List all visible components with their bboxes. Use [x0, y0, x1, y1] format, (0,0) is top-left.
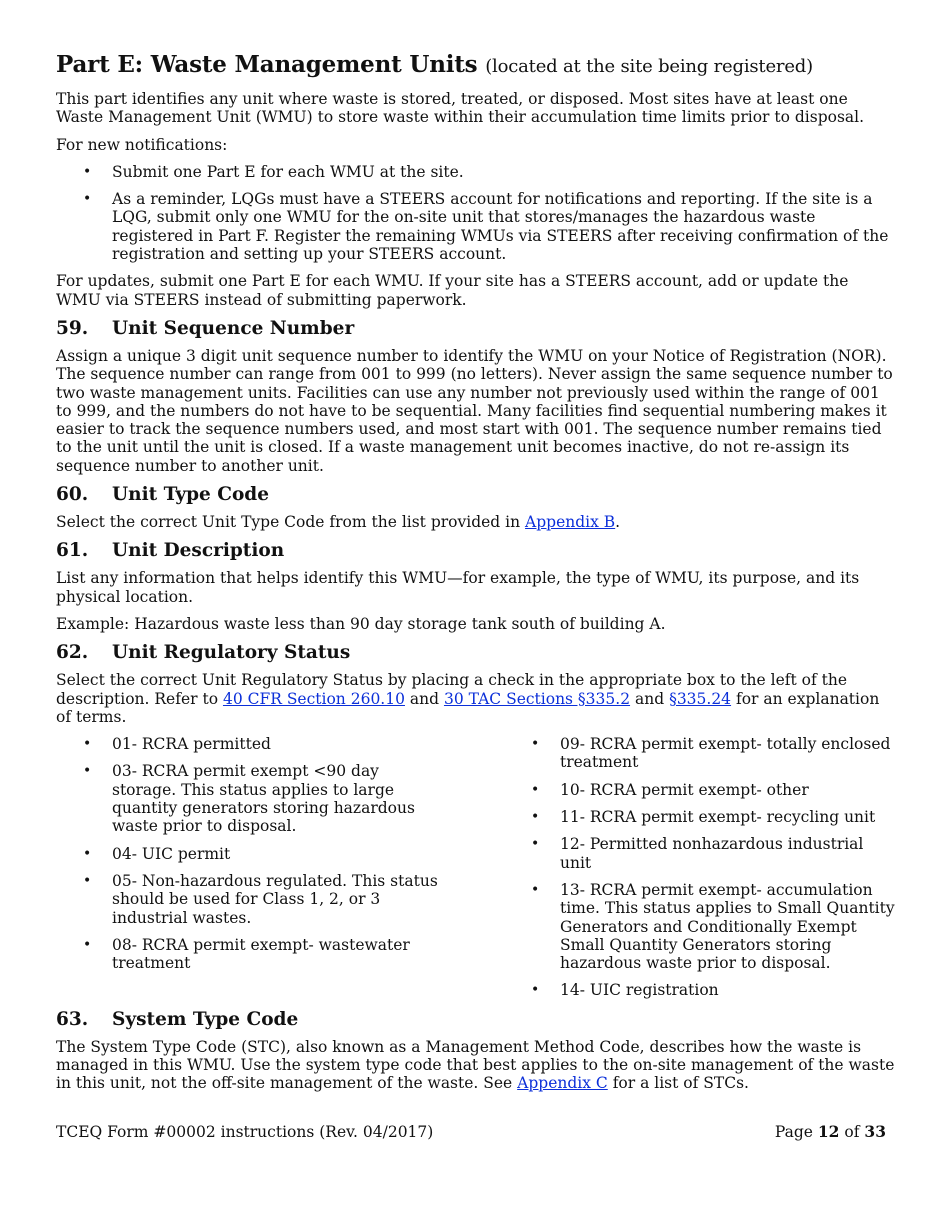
footer-form-id: TCEQ Form #00002 instructions (Rev. 04/2017) — [56, 1123, 434, 1141]
regulatory-status-columns — [56, 735, 896, 1000]
document-page — [56, 50, 896, 1093]
list-item: • 05- Non-hazardous regulated. This status should be used for Class 1, 2, or 3 industrial wastes. — [83, 871, 438, 927]
section-heading-59: 59. Unit Sequence Number — [56, 317, 355, 339]
bullet-icon: • — [531, 881, 540, 898]
title-main: Part E: Waste Management Units — [56, 51, 478, 78]
bullet-icon: • — [83, 936, 92, 953]
bullet-icon: • — [531, 982, 540, 999]
intro-paragraph: This part identifies any unit where waste is stored, treated, or disposed. Most sites have at least one Waste Management Unit (WMU) to store waste within their accumulation time limits prior to disposal. — [56, 90, 865, 127]
bullet-icon: • — [83, 736, 92, 753]
section-61-body: List any information that helps identify this WMU—for example, the type of WMU, its purpose, and its physical location. — [56, 569, 860, 606]
list-item: • 10- RCRA permit exempt- other — [531, 780, 809, 799]
list-item: • 11- RCRA permit exempt- recycling unit — [531, 808, 876, 827]
section-63-body: The System Type Code (STC), also known as a Management Method Code, describes how the waste is managed in this WMU. Use the system type code that best applies to the on-site management of the waste in this unit, not the off-site management of the waste. See Appendix C for a list of STCs. — [56, 1037, 895, 1093]
appendix-c-link[interactable]: Appendix C — [517, 1074, 608, 1093]
tac-335-2-link[interactable]: 30 TAC Sections §335.2 — [443, 689, 631, 708]
list-item: • As a reminder, LQGs must have a STEERS account for notifications and reporting. If the site is a LQG, submit only one WMU for the on-site unit that stores/manages the hazardous waste registered in Part F. Register the remaining WMUs via STEERS after receiving confirmation of the registration and setting up your STEERS account. — [83, 190, 889, 264]
section-heading-60: 60. Unit Type Code — [56, 484, 269, 506]
list-item: • 09- RCRA permit exempt- totally enclosed treatment — [531, 735, 891, 772]
footer-page-number: Page 12 of 33 — [774, 1122, 886, 1141]
list-item: • 04- UIC permit — [83, 844, 231, 863]
bullet-icon: • — [531, 736, 540, 753]
bullet-icon: • — [531, 809, 540, 826]
title-sub: (located at the site being registered) — [485, 56, 813, 77]
tac-335-24-link[interactable]: §335.24 — [669, 689, 732, 708]
appendix-b-link[interactable]: Appendix B — [525, 513, 616, 532]
section-62-body: Select the correct Unit Regulatory Status by placing a check in the appropriate box to the left of the description. Refer to 40 CFR Section 260.10 and 30 TAC Sections §335.2 and §335.24 for an explanation of terms. — [56, 671, 880, 726]
section-heading-61: 61. Unit Description — [56, 540, 285, 562]
bullet-icon: • — [83, 845, 92, 862]
section-61-example: Example: Hazardous waste less than 90 day storage tank south of building A. — [56, 614, 666, 633]
list-item: • 13- RCRA permit exempt- accumulation time. This status applies to Small Quantity Generators and Conditionally Exempt Small Quantity Generators storing hazardous waste prior to disposal. — [531, 880, 895, 973]
new-notifications-label: For new notifications: — [56, 135, 228, 154]
section-heading-63: 63. System Type Code — [56, 1008, 299, 1030]
bullet-icon: • — [83, 872, 92, 889]
updates-paragraph: For updates, submit one Part E for each WMU. If your site has a STEERS account, add or update the WMU via STEERS instead of submitting paperwork. — [56, 272, 849, 309]
bullet-icon: • — [83, 763, 92, 780]
list-item: • 03- RCRA permit exempt <90 day storage. This status applies to large quantity generators storing hazardous waste prior to disposal. — [83, 762, 415, 836]
section-59-body: Assign a unique 3 digit unit sequence number to identify the WMU on your Notice of Registration (NOR). The sequence number can range from 001 to 999 (no letters). Never assign the same sequence number to two waste management units. Facilities can use any number not previously used within the range of 001 to 999, and the numbers do not have to be sequential. Many facilities find sequential numbering makes it easier to track the sequence numbers used, and most start with 001. The sequence number remains tied to the unit until the unit is closed. If a waste management unit becomes inactive, do not re-assign its sequence number to another unit. — [56, 346, 893, 475]
regulatory-status-list-left — [56, 735, 448, 1000]
bullet-icon: • — [531, 781, 540, 798]
list-item: • 08- RCRA permit exempt- wastewater treatment — [83, 935, 410, 973]
list-item: • 01- RCRA permitted — [83, 735, 271, 754]
new-notifications-list — [56, 163, 896, 263]
regulatory-status-list-right — [504, 735, 896, 1000]
bullet-icon: • — [83, 191, 92, 208]
list-item: • 14- UIC registration — [531, 981, 719, 1000]
list-item: • 12- Permitted nonhazardous industrial unit — [531, 835, 864, 872]
page-footer — [56, 1122, 886, 1142]
bullet-icon: • — [83, 163, 92, 180]
section-heading-62: 62. Unit Regulatory Status — [56, 642, 351, 664]
page-title — [56, 50, 896, 82]
cfr-260-10-link[interactable]: 40 CFR Section 260.10 — [222, 689, 405, 708]
section-60-body: Select the correct Unit Type Code from the list provided in Appendix B. — [56, 513, 621, 532]
list-item: • Submit one Part E for each WMU at the site. — [83, 162, 464, 181]
bullet-icon: • — [531, 836, 540, 853]
